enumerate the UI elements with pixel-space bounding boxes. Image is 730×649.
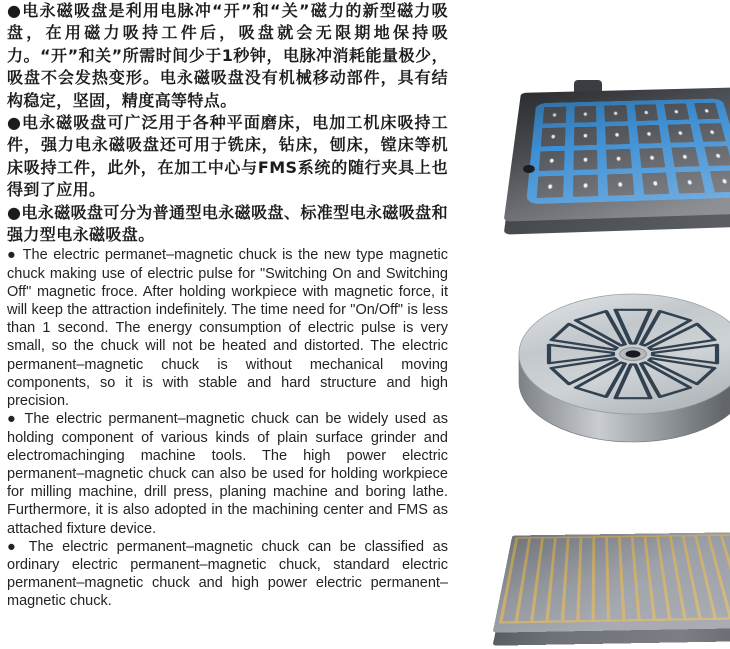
pole-cell <box>699 123 726 141</box>
chuck-top-face <box>493 532 730 633</box>
paragraph-zh-applications: ●电永磁吸盘可广泛用于各种平面磨床，电加工机床吸持工件，强力电永磁吸盘还可用于铣床，钻床，刨床，镗床等机床吸持工件，此外，在加工中心与FMS系统的随行夹具上也得到了应用。 <box>7 113 448 200</box>
product-photo-fine-pole-chuck <box>502 514 730 636</box>
pole-cell <box>604 105 627 122</box>
pole-cell <box>709 170 730 192</box>
round-chuck-graphic <box>513 276 730 446</box>
pole-cell <box>634 104 658 121</box>
pole-cell <box>605 126 629 144</box>
pole-cell <box>574 106 596 123</box>
pole-cell <box>639 148 665 168</box>
pole-cell <box>573 127 596 146</box>
product-photo-grid-pole-chuck <box>508 71 730 223</box>
pole-cell <box>537 176 564 198</box>
pole-cell <box>606 149 631 169</box>
pole-cell <box>675 171 704 193</box>
pole-cell <box>694 103 720 120</box>
product-photo-round-radial-chuck <box>513 276 730 446</box>
pole-cell <box>671 147 699 167</box>
pole-cell <box>667 124 693 142</box>
pole-cell <box>607 173 634 195</box>
pole-cell <box>636 125 661 143</box>
paragraph-en-overview: ● The electric permanet–magnetic chuck is the new type magnetic chuck making use of electric pulse for "Switching On and Switching Off" magnetic froce. After holding workpiece with magnetic force, it will keep the attraction indefinitely. The time need for "On/Off" is less than 1 second. The energy consumption of electric pulse is very small, so the chuck will not be heated and distorted. The electric permanent–magnetic chuck is without mechanical moving components, so it is with stable and hard structure and high precision. <box>7 247 448 410</box>
pole-cell <box>543 107 566 124</box>
pole-cell <box>664 103 689 120</box>
brass-pole-stripes <box>499 534 730 624</box>
chuck-top-face <box>504 87 730 221</box>
pole-cell <box>641 172 669 194</box>
paragraph-en-applications: ● The electric permanent–magnetic chuck can be widely used as holding component of various kinds of plain surface grinder and electromachinging machine tools. The high power electric permanent–magnetic chuck can also be used for holding workpiece for milling machine, drill press, planing machine and boring lathe. Furthermore, it is also adopted in the machining center and FMS as attached fixture device. <box>7 411 448 537</box>
paragraph-en-classification: ● The electric permanent–magnetic chuck can be classified as ordinary electric permanent–magnetic chuck, standard electric permanent–magnetic chuck and high power electric permanent–magnetic chuck. <box>7 538 448 610</box>
text-column <box>7 0 448 611</box>
mounting-hole-left <box>523 165 535 173</box>
pole-cell <box>541 128 565 147</box>
center-hole <box>626 350 641 357</box>
pole-cell <box>704 146 730 166</box>
paragraph-zh-overview: ●电永磁吸盘是利用电脉冲“开”和“关”磁力的新型磁力吸盘，在用磁力吸持工件后，吸盘就会无限期地保持吸力。“开”和关”所需时间少于1秒钟，电脉冲消耗能量极少，吸盘不会发热变形。电永磁吸盘没有机械移动部件，具有结构稳定，坚固，精度高等特点。 <box>7 1 448 110</box>
pole-cell <box>573 150 598 170</box>
pole-grid <box>537 103 730 198</box>
paragraph-zh-classification: ●电永磁吸盘可分为普通型电永磁吸盘、标准型电永磁吸盘和强力型电永磁吸盘。 <box>7 202 448 245</box>
pole-grid-border <box>526 98 730 204</box>
pole-cell <box>539 150 564 170</box>
pole-cell <box>572 175 598 197</box>
